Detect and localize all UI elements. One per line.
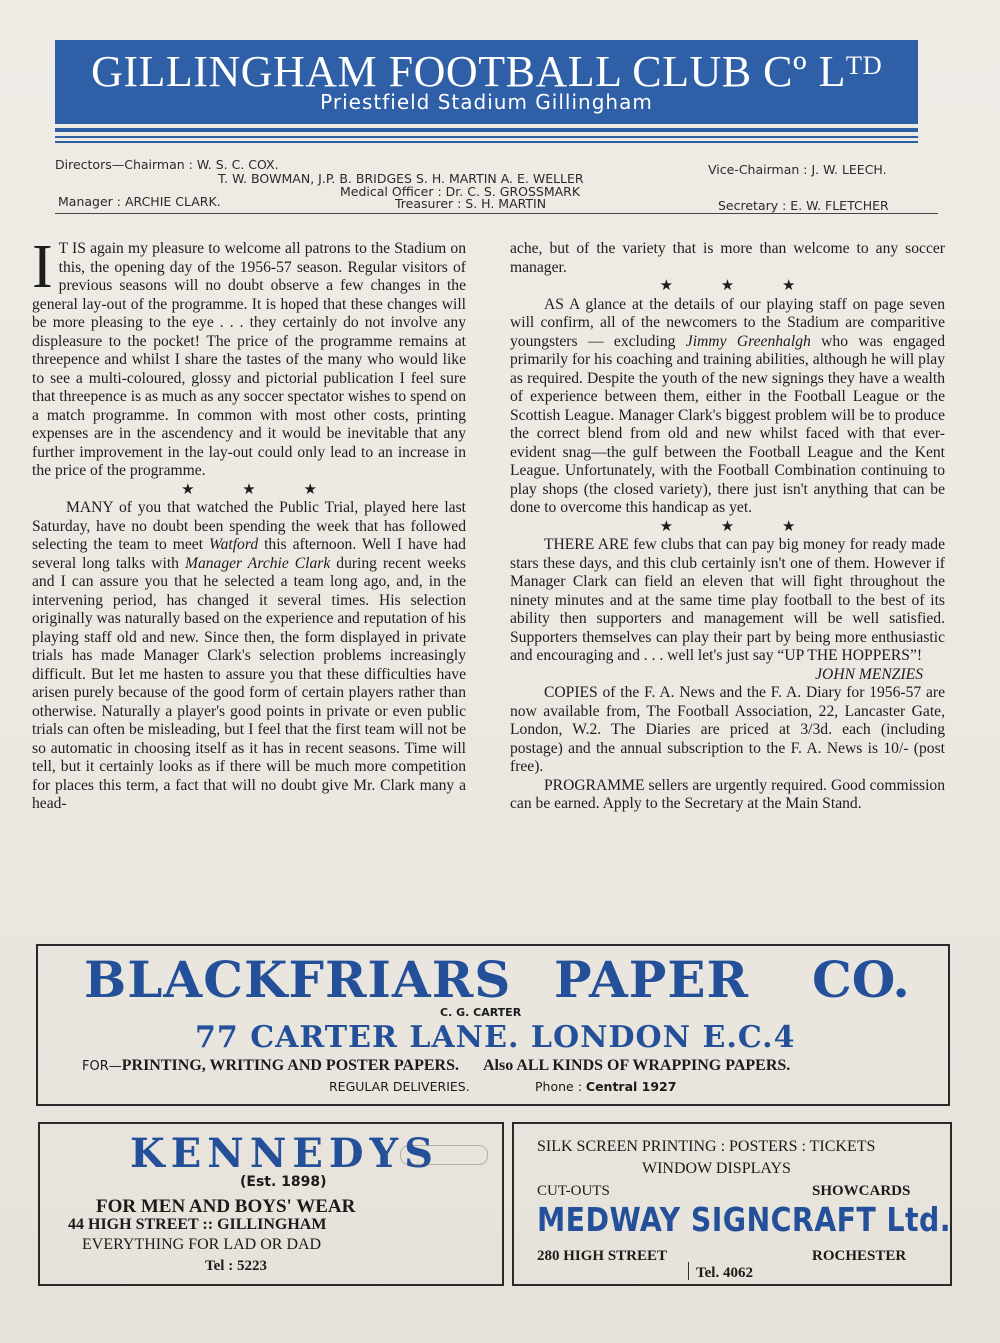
stadium-subtitle: Priestfield Stadium Gillingham [320, 90, 653, 114]
co-word: CO. [812, 950, 910, 1009]
banner-rule-thin [55, 141, 918, 143]
vice-chairman-line: Vice-Chairman : J. W. LEECH. [708, 162, 887, 177]
drop-cap: I [32, 233, 53, 301]
window-displays: WINDOW DISPLAYS [642, 1160, 791, 1177]
banner-rule-thin [55, 136, 918, 138]
directors-rule [55, 213, 938, 214]
kennedys-address: 44 HIGH STREET :: GILLINGHAM [68, 1216, 327, 1233]
kennedys-name: KENNEDYS [130, 1130, 439, 1177]
continued-paragraph: ache, but of the variety that is more than welcome to any soccer manager. [510, 240, 945, 276]
blackfriars-name: BLACKFRIARS [84, 950, 512, 1009]
address-divider [688, 1262, 689, 1280]
medway-street: 280 HIGH STREET [537, 1248, 668, 1264]
playing-staff-paragraph: AS A glance at the details of our playing staff on page seven will confirm, all of the newcomers to the Stadium are comparitive youngsters — excluding Jimmy Greenhalgh who was engaged primarily for his coaching and training abilities, although he will play as required. Despite the youth of the new signings they have a wealth of experience between them, either in the Football League or the Scottish League. Manager Clark's biggest problem will be to produce the correct blend from old and new whilst faced with that ever-evident snag—the gulf between the Football League and the Kent League. Unfortunately, with the Football Combination continuing to play shops (the closed variety), there just isn't anything that can be done to overcome this handicap as yet. [510, 295, 945, 516]
phone-line: Phone : Central 1927 [535, 1079, 677, 1094]
paragraph-text: T IS again my pleasure to welcome all patrons to the Stadium on this, the opening day of the 1956-57 season. Regular visitors of previous seasons will no doubt observe a few changes in the general lay-out of the programme. It is hoped that these changes will be more pleasing to the eye . . . they certainly do not involve any displeasure to the pocket! The price of the programme remains at threepence and whilst I share the tastes of the many who would like to see a multi-coloured, glossy and pictorial publication I feel sure that threepence is as much as any soccer spectator wishes to spend on a match programme. In common with most other costs, printing expenses are in the ascendency and it would be inevitable that any further improvement in the lay-out could only lead to an increase in the price of the programme. [32, 240, 466, 479]
banner-rule [55, 128, 918, 132]
club-title: GILLINGHAM FOOTBALL CLUB Cº Lᵀᴰ [91, 47, 882, 96]
medical-officer-line: Medical Officer : Dr. C. S. GROSSMARK [340, 184, 581, 199]
section-stars: ★ ★ ★ [181, 481, 339, 498]
owner-name: C. G. CARTER [440, 1006, 522, 1019]
secretary-line: Secretary : E. W. FLETCHER [718, 198, 889, 213]
article-right-column [510, 240, 945, 814]
chairman-line: Directors—Chairman : W. S. C. COX. [55, 157, 279, 172]
hoppers-paragraph: THERE ARE few clubs that can pay big money for ready made stars these days, and this club certainly isn't one of them. However if Manager Clark can field an eleven that will fight throughout the ninety minutes and at the same time play football to the best of its ability then supporters and management will be well satisfied. Supporters themselves can play their part by being more enthusiastic and encouraging and . . . well let's just say “UP THE HOPPERS”! [510, 536, 945, 664]
medway-phone: Tel. 4062 [696, 1265, 753, 1281]
club-banner [55, 40, 918, 124]
papers-line: FOR—PRINTING, WRITING AND POSTER PAPERS. Also ALL KINDS OF WRAPPING PAPERS. [82, 1057, 791, 1074]
kennedys-phone: Tel : 5223 [205, 1258, 267, 1274]
showcards-label: SHOWCARDS [812, 1183, 911, 1199]
deliveries-line: REGULAR DELIVERIES. [329, 1079, 470, 1094]
fa-news-paragraph: COPIES of the F. A. News and the F. A. Diary for 1956-57 are now available from, The Football Association, 22, Lancaster Gate, London, W.2. The Diaries are priced at 3/3d. each (including postage) and the annual subscription to the F. A. News is 10/- (post free). [510, 684, 945, 775]
section-stars: ★ ★ ★ [659, 278, 818, 294]
lad-or-dad-line: EVERYTHING FOR LAD OR DAD [82, 1236, 322, 1253]
opening-paragraph [32, 233, 466, 481]
treasurer-line: Treasurer : S. H. MARTIN [395, 196, 547, 211]
paper-word: PAPER [554, 950, 750, 1009]
cutouts-label: CUT-OUTS [537, 1183, 610, 1199]
screen-printing-line: SILK SCREEN PRINTING : POSTERS : TICKETS [537, 1138, 876, 1155]
author-signature: JOHN MENZIES [815, 665, 923, 683]
directors-line: T. W. BOWMAN, J.P. B. BRIDGES S. H. MARTIN A. E. WELLER [218, 171, 584, 186]
programme-sellers-paragraph: PROGRAMME sellers are urgently required. Good commission can be earned. Apply to the Secretary at the Main Stand. [510, 776, 945, 812]
blackfriars-address: 77 CARTER LANE. LONDON E.C.4 [195, 1020, 796, 1055]
mens-wear-line: FOR MEN AND BOYS' WEAR [96, 1196, 356, 1217]
public-trial-paragraph: MANY of you that watched the Public Trial, played here last Saturday, have no doubt been spending the week that has followed selecting the team to meet Watford this afternoon. Well I have had several long talks with Manager Archie Clark during recent weeks and I can assure you that he selected a team long ago, and, in the intervening period, has changed it several times. His selection originally was naturally based on the experience and reputation of his playing staff old and new. Since then, the form displayed in private trials has made Manager Clark's selection problems increasingly difficult. But let me hasten to assure you that these difficulties have arisen purely because of the good form of certain players rather than otherwise. Naturally a player's good points in private or even public trials can often be misleading, but I feel that the first team will not be so automatic in choosing itself as it has in recent seasons. Time will tell, but it certainly looks as if there will be much more competition for places this term, a fact that will no doubt give Mr. Clark many a head- [32, 499, 466, 812]
medway-name: MEDWAY SIGNCRAFT Ltd. [537, 1200, 951, 1239]
manager-line: Manager : ARCHIE CLARK. [58, 194, 221, 209]
faded-stamp [400, 1145, 488, 1165]
medway-town: ROCHESTER [812, 1248, 907, 1264]
article-left-column [32, 233, 466, 814]
established-year: (Est. 1898) [240, 1174, 327, 1190]
section-stars: ★ ★ ★ [659, 518, 818, 535]
